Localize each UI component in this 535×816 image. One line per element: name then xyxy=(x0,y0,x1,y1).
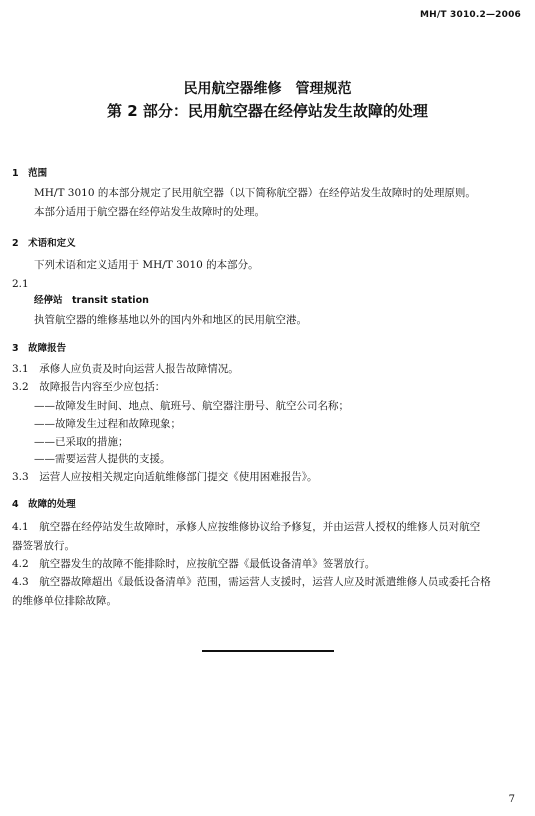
section-1-heading: 1 范围 xyxy=(12,168,48,179)
clause-4-3-line-1: 4.3 航空器故障超出《最低设备清单》范围，需运营人支援时，运营人应及时派遣维修人员或委托合格 xyxy=(12,576,491,588)
list-item: ——故障发生时间、地点、航班号、航空器注册号、航空公司名称； xyxy=(34,400,349,412)
section-1-paragraph-line-2: 本部分适用于航空器在经停站发生故障时的处理。 xyxy=(34,206,265,218)
clause-3-3: 3.3 运营人应按相关规定向适航维修部门提交《使用困难报告》。 xyxy=(12,471,318,483)
document-code: MH/T 3010.2—2006 xyxy=(419,10,521,20)
section-1-paragraph-line-1: MH/T 3010 的本部分规定了民用航空器（以下简称航空器）在经停站发生故障时的处理原则。 xyxy=(34,187,476,199)
section-2-heading: 2 术语和定义 xyxy=(12,238,76,249)
section-4-heading: 4 故障的处理 xyxy=(12,499,76,510)
list-item: ——已采取的措施； xyxy=(34,436,129,448)
page-number: 7 xyxy=(508,794,515,805)
page-title: 民用航空器维修 管理规范 xyxy=(183,81,352,97)
clause-4-1-line-1: 4.1 航空器在经停站发生故障时，承修人应按维修协议给予修复，并由运营人授权的维修人员对航空 xyxy=(12,521,481,533)
clause-4-3-line-2: 的维修单位排除故障。 xyxy=(12,595,117,607)
clause-3-1: 3.1 承修人应负责及时向运营人报告故障情况。 xyxy=(12,363,239,375)
end-rule xyxy=(202,650,334,652)
term-transit-station: 经停站 transit station xyxy=(34,295,149,306)
clause-3-2: 3.2 故障报告内容至少应包括： xyxy=(12,381,166,393)
list-item: ——需要运营人提供的支援。 xyxy=(34,453,171,465)
list-item: ——故障发生过程和故障现象； xyxy=(34,418,181,430)
clause-4-1-line-2: 器签署放行。 xyxy=(12,540,75,552)
clause-2-1-number: 2.1 xyxy=(12,278,29,290)
clause-4-2: 4.2 航空器发生的故障不能排除时，应按航空器《最低设备清单》签署放行。 xyxy=(12,558,376,570)
page-subtitle: 第 2 部分：民用航空器在经停站发生故障的处理 xyxy=(107,102,428,120)
section-2-intro: 下列术语和定义适用于 MH/T 3010 的本部分。 xyxy=(34,259,259,271)
section-3-heading: 3 故障报告 xyxy=(12,343,67,354)
term-definition: 执管航空器的维修基地以外的国内外和地区的民用航空港。 xyxy=(34,314,307,326)
